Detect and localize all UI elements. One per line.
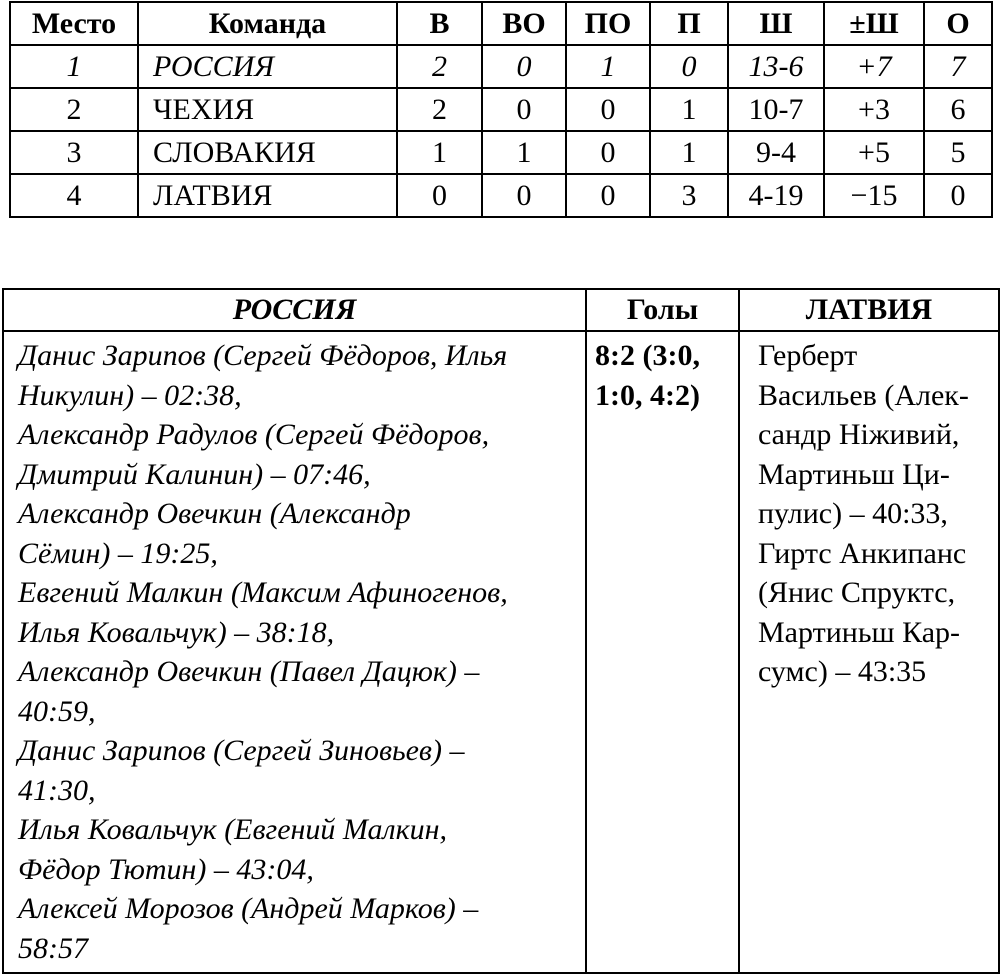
- away-goal-line: Мартиньш Кар-: [758, 615, 961, 649]
- cell-goals: 9-4: [728, 131, 824, 174]
- home-goal-line: 58:57: [18, 931, 88, 965]
- cell-team: РОССИЯ: [138, 45, 397, 88]
- cell-so-losses: 0: [566, 88, 650, 131]
- score-line: 1:0, 4:2): [595, 378, 700, 412]
- home-goal-line: Илья Ковальчук) – 38:18,: [18, 615, 335, 649]
- match-header-row: [3, 289, 999, 331]
- cell-wins: 0: [397, 174, 482, 217]
- cell-team: СЛОВАКИЯ: [138, 131, 397, 174]
- home-goal-line: Данис Зарипов (Сергей Зиновьев) –: [18, 734, 465, 767]
- cell-place: 1: [10, 45, 138, 88]
- cell-goal-diff: +3: [824, 88, 924, 131]
- cell-goal-diff: +5: [824, 131, 924, 174]
- header-wins: В: [397, 2, 482, 45]
- table-row: [10, 45, 992, 88]
- cell-points: 5: [924, 131, 992, 174]
- header-place: Место: [10, 2, 138, 45]
- cell-goals: 10-7: [728, 88, 824, 131]
- away-goal-line: пулис) – 40:33,: [758, 497, 948, 530]
- home-goal-line: Данис Зарипов (Сергей Фёдоров, Илья: [18, 339, 508, 372]
- home-goal-line: Сёмин) – 19:25,: [18, 536, 218, 570]
- cell-place: 4: [10, 174, 138, 217]
- cell-team: ЧЕХИЯ: [138, 88, 397, 131]
- home-team-header: РОССИЯ: [3, 289, 586, 331]
- home-goal-line: 41:30,: [18, 773, 96, 807]
- cell-so-losses: 0: [566, 174, 650, 217]
- home-goal-line: Алексей Морозов (Андрей Марков) –: [18, 892, 479, 925]
- cell-wins: 2: [397, 45, 482, 88]
- cell-points: 6: [924, 88, 992, 131]
- standings-table: [9, 1, 993, 218]
- home-goal-line: 40:59,: [18, 694, 96, 728]
- away-goal-line: Васильев (Алек-: [758, 378, 969, 412]
- cell-ot-wins: 0: [482, 88, 566, 131]
- cell-place: 3: [10, 131, 138, 174]
- cell-so-losses: 1: [566, 45, 650, 88]
- goals-header: Голы: [586, 289, 739, 331]
- match-score: [586, 331, 739, 973]
- table-row: [10, 131, 992, 174]
- away-goal-list: [739, 331, 999, 973]
- away-goal-line: (Янис Спруктс,: [758, 576, 956, 609]
- cell-ot-wins: 0: [482, 45, 566, 88]
- home-goal-list: [3, 331, 586, 973]
- cell-goals: 13-6: [728, 45, 824, 88]
- cell-goal-diff: +7: [824, 45, 924, 88]
- header-team: Команда: [138, 2, 397, 45]
- home-goal-line: Никулин) – 02:38,: [18, 378, 242, 412]
- cell-losses: 3: [650, 174, 728, 217]
- cell-losses: 1: [650, 131, 728, 174]
- home-goal-line: Илья Ковальчук (Евгений Малкин,: [18, 813, 447, 846]
- header-goal-diff: ±Ш: [824, 2, 924, 45]
- cell-losses: 1: [650, 88, 728, 131]
- cell-points: 0: [924, 174, 992, 217]
- standings-header-row: [10, 2, 992, 45]
- home-goal-line: Александр Овечкин (Павел Дацюк) –: [18, 655, 480, 688]
- table-row: [10, 88, 992, 131]
- cell-wins: 1: [397, 131, 482, 174]
- header-so-losses: ПО: [566, 2, 650, 45]
- match-table: [2, 288, 1000, 974]
- away-team-header: ЛАТВИЯ: [739, 289, 999, 331]
- match-body-row: [3, 331, 999, 973]
- away-goal-line: Гиртс Анкипанс: [758, 536, 967, 570]
- score-line: 8:2 (3:0,: [595, 339, 700, 372]
- cell-ot-wins: 0: [482, 174, 566, 217]
- away-goal-line: Герберт: [758, 339, 858, 372]
- cell-points: 7: [924, 45, 992, 88]
- header-goals: Ш: [728, 2, 824, 45]
- table-row: [10, 174, 992, 217]
- away-goal-line: сандр Нiживий,: [758, 418, 960, 451]
- home-goal-line: Дмитрий Калинин) – 07:46,: [18, 457, 371, 491]
- cell-wins: 2: [397, 88, 482, 131]
- home-goal-line: Евгений Малкин (Максим Афиногенов,: [18, 576, 508, 609]
- cell-goal-diff: −15: [824, 174, 924, 217]
- header-ot-wins: ВО: [482, 2, 566, 45]
- cell-team: ЛАТВИЯ: [138, 174, 397, 217]
- home-goal-line: Александр Овечкин (Александр: [18, 497, 411, 530]
- away-goal-line: сумс) – 43:35: [758, 655, 927, 688]
- cell-place: 2: [10, 88, 138, 131]
- home-goal-line: Александр Радулов (Сергей Фёдоров,: [18, 418, 490, 451]
- cell-goals: 4-19: [728, 174, 824, 217]
- cell-losses: 0: [650, 45, 728, 88]
- header-losses: П: [650, 2, 728, 45]
- cell-ot-wins: 1: [482, 131, 566, 174]
- header-points: О: [924, 2, 992, 45]
- cell-so-losses: 0: [566, 131, 650, 174]
- home-goal-line: Фёдор Тютин) – 43:04,: [18, 852, 314, 886]
- away-goal-line: Мартиньш Ци-: [758, 457, 950, 491]
